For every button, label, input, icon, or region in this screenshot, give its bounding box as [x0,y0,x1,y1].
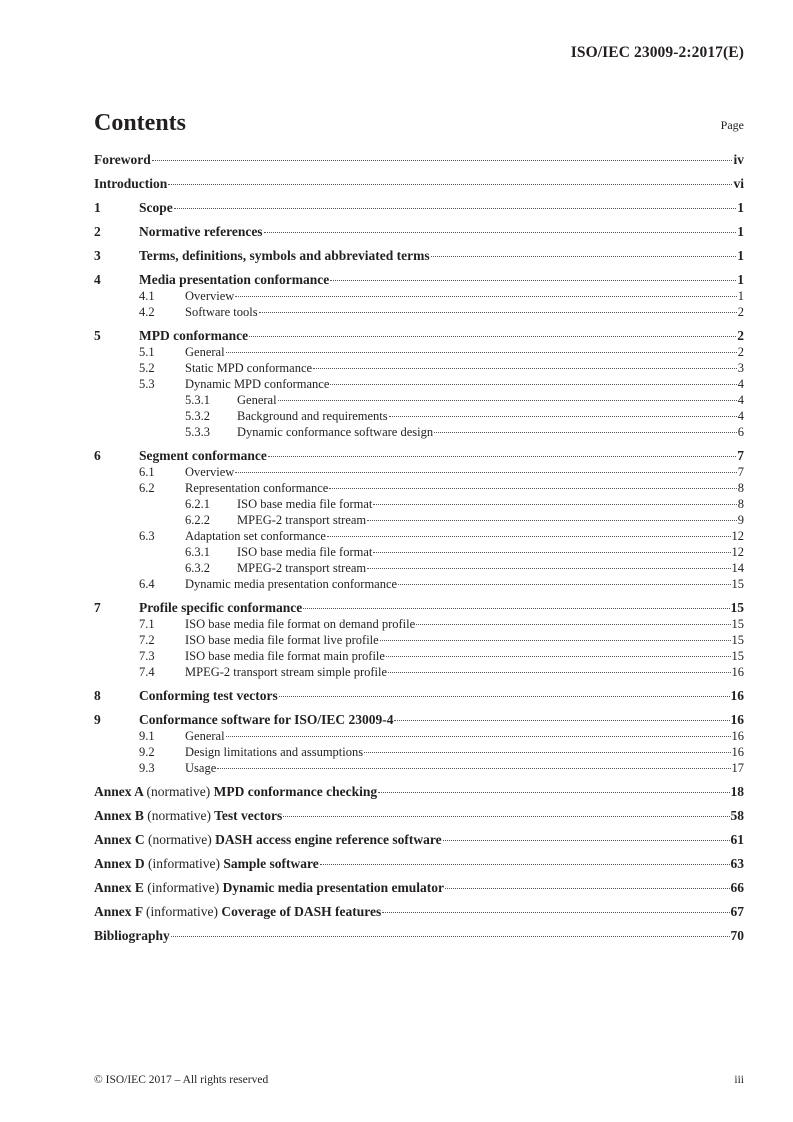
section-number: 4 [94,272,101,287]
toc-entry[interactable] [94,512,744,528]
entry-title-text: Dynamic media presentation emulator [222,880,444,895]
section-number: 8 [94,688,101,703]
dot-leader [330,384,736,385]
toc-entry[interactable] [94,176,744,192]
dot-leader [373,552,730,553]
section-number: 4.1 [139,289,155,303]
section-number: 9.1 [139,729,155,743]
toc-entry[interactable] [94,496,744,512]
entry-title [185,464,234,480]
entry-title [185,288,234,304]
entry-title-text: ISO base media file format main profile [185,649,385,663]
entry-page-number: 2 [737,328,744,343]
entry-title [185,304,258,320]
entry-title [185,376,329,392]
entry-title-text: Media presentation conformance [139,272,330,287]
toc-entry[interactable] [94,616,744,632]
annex-label: Annex E [94,880,144,895]
toc-entry[interactable] [94,424,744,440]
entry-page-number: 7 [737,465,744,479]
entry-title-text: Dynamic conformance software design [237,425,434,439]
entry-title-text: Sample software [223,856,319,871]
dot-leader [152,160,733,161]
entry-page-number: 16 [731,729,744,743]
entry-page-number: 67 [730,904,744,919]
dot-leader [279,696,730,697]
entry-page-number: 1 [737,272,744,287]
section-number: 6.3.1 [185,545,210,559]
entry-title-text: Design limitations and assumptions [185,745,364,759]
entry-title [94,808,282,824]
entry-title [185,344,225,360]
entry-title [139,688,278,704]
entry-title-text: ISO base media file format [237,497,373,511]
section-number: 6.2 [139,481,155,495]
toc-entry[interactable] [94,832,744,848]
toc-entry[interactable] [94,544,744,560]
toc-entry[interactable] [94,600,744,616]
dot-leader [386,656,731,657]
contents-heading: Contents [94,110,187,136]
toc-entry[interactable] [94,664,744,680]
section-number: 5.2 [139,361,155,375]
entry-title-text: Dynamic MPD conformance [185,377,330,391]
toc-entry[interactable] [94,480,744,496]
toc-entry[interactable] [94,632,744,648]
entry-title [185,616,415,632]
toc-entry[interactable] [94,648,744,664]
dot-leader [226,352,737,353]
section-number: 7.2 [139,633,155,647]
dot-leader [330,280,736,281]
entry-title [139,448,267,464]
entry-title [139,328,248,344]
entry-page-number: 1 [737,248,744,263]
section-number: 6.1 [139,465,155,479]
entry-page-number: 15 [731,649,744,663]
section-number: 4.2 [139,305,155,319]
toc-entry[interactable] [94,376,744,392]
entry-page-number: 58 [730,808,744,823]
entry-title [237,496,372,512]
section-number: 6.3 [139,529,155,543]
toc-entry[interactable] [94,360,744,376]
entry-title [139,272,329,288]
annex-label: Annex A [94,784,144,799]
dot-leader [320,864,730,865]
toc-entry[interactable] [94,712,744,728]
section-number: 6.4 [139,577,155,591]
page-column-label: Page [720,118,744,132]
toc-entry[interactable] [94,528,744,544]
entry-title-text: Segment conformance [139,448,267,463]
entry-title [94,176,167,192]
entry-title-text: Overview [185,465,235,479]
toc-entry[interactable] [94,392,744,408]
entry-title-text: MPEG-2 transport stream simple profile [185,665,388,679]
toc-entry[interactable] [94,272,744,288]
toc-entry[interactable] [94,784,744,800]
annex-label: Annex C [94,832,145,847]
entry-title-text: Bibliography [94,928,170,943]
entry-page-number: 15 [731,633,744,647]
entry-page-number: 15 [731,617,744,631]
dot-leader [388,672,730,673]
dot-leader [174,208,737,209]
entry-title-text: General [185,729,225,743]
entry-title-text: Test vectors [214,808,283,823]
entry-page-number: 66 [730,880,744,895]
dot-leader [235,472,736,473]
entry-title [94,832,442,848]
dot-leader [367,520,737,521]
entry-title-text: Dynamic media presentation conformance [185,577,398,591]
entry-title [237,392,277,408]
entry-page-number: 1 [737,289,744,303]
entry-page-number: 15 [730,600,744,615]
annex-kind: (informative) [147,880,220,895]
dot-leader [235,296,736,297]
entry-title-text: Foreword [94,152,151,167]
entry-page-number: 16 [731,745,744,759]
toc-entry[interactable] [94,808,744,824]
section-number: 7.1 [139,617,155,631]
entry-title-text: Usage [185,761,217,775]
entry-title-text: DASH access engine reference software [215,832,442,847]
entry-page-number: 4 [737,377,744,391]
entry-title-text: Introduction [94,176,168,191]
entry-page-number: 16 [730,688,744,703]
entry-title [94,880,444,896]
toc-entry[interactable] [94,288,744,304]
entry-title [139,712,393,728]
section-number: 5.3 [139,377,155,391]
section-number: 5.1 [139,345,155,359]
entry-title-text: Software tools [185,305,258,319]
section-number: 1 [94,200,101,215]
entry-page-number: 1 [737,200,744,215]
section-number: 5.3.1 [185,393,210,407]
entry-title-text: ISO base media file format [237,545,373,559]
entry-page-number: 14 [731,561,744,575]
section-number: 6.3.2 [185,561,210,575]
section-number: 7.4 [139,665,155,679]
section-number: 9 [94,712,101,727]
toc-entry[interactable] [94,728,744,744]
entry-title-text: Static MPD conformance [185,361,313,375]
entry-title-text: Conforming test vectors [139,688,278,703]
entry-title [94,904,381,920]
dot-leader [416,624,730,625]
entry-title-text: Conformance software for ISO/IEC 23009-4 [139,712,394,727]
entry-title [237,512,366,528]
toc-entry[interactable] [94,248,744,264]
entry-page-number: 3 [737,361,744,375]
dot-leader [283,816,729,817]
entry-title-text: MPEG-2 transport stream [237,561,367,575]
annex-label: Annex D [94,856,145,871]
entry-title [185,528,326,544]
section-number: 5.3.3 [185,425,210,439]
document-code: ISO/IEC 23009-2:2017(E) [570,44,744,61]
entry-page-number: 2 [737,345,744,359]
entry-page-number: 18 [730,784,744,799]
entry-title-text: Terms, definitions, symbols and abbreviated terms [139,248,430,263]
entry-page-number: 17 [731,761,744,775]
section-number: 6.2.1 [185,497,210,511]
entry-title [185,664,387,680]
entry-title [139,600,302,616]
entry-title-text: MPEG-2 transport stream [237,513,367,527]
dot-leader [226,736,731,737]
entry-title-text: ISO base media file format on demand profile [185,617,416,631]
entry-title [139,224,263,240]
entry-title-text: ISO base media file format live profile [185,633,379,647]
toc-entry[interactable] [94,200,744,216]
dot-leader [367,568,730,569]
entry-title-text: MPD conformance checking [213,784,378,799]
entry-page-number: 9 [737,513,744,527]
entry-title-text: Coverage of DASH features [221,904,382,919]
entry-title [237,424,433,440]
copyright-notice: © ISO/IEC 2017 – All rights reserved [94,1074,269,1086]
entry-page-number: 12 [731,529,744,543]
entry-page-number: 15 [731,577,744,591]
entry-page-number: 4 [737,409,744,423]
section-number: 9.2 [139,745,155,759]
section-number: 5 [94,328,101,343]
toc-entry[interactable] [94,224,744,240]
section-number: 2 [94,224,101,239]
dot-leader [259,312,737,313]
dot-leader [171,936,730,937]
dot-leader [389,416,737,417]
section-number: 6 [94,448,101,463]
entry-page-number: 7 [737,448,744,463]
annex-label: Annex B [94,808,144,823]
dot-leader [378,792,729,793]
entry-page-number: 16 [731,665,744,679]
entry-page-number: 1 [737,224,744,239]
toc-entry[interactable] [94,328,744,344]
section-number: 5.3.2 [185,409,210,423]
entry-title [185,760,216,776]
toc-entry[interactable] [94,928,744,944]
annex-kind: (normative) [147,808,211,823]
annex-kind: (normative) [148,832,212,847]
toc-entry[interactable] [94,744,744,760]
entry-title [94,784,377,800]
entry-title-text: Profile specific conformance [139,600,303,615]
annex-kind: (informative) [146,904,218,919]
toc-entry[interactable] [94,408,744,424]
entry-title [94,856,319,872]
dot-leader [394,720,729,721]
toc-entry[interactable] [94,560,744,576]
section-number: 3 [94,248,101,263]
entry-title [94,152,151,168]
dot-leader [313,368,737,369]
entry-title-text: Scope [139,200,173,215]
entry-page-number: 4 [737,393,744,407]
toc-entry[interactable] [94,464,744,480]
entry-title [237,560,366,576]
entry-title-text: Overview [185,289,235,303]
entry-title-text: Representation conformance [185,481,329,495]
toc-entry[interactable] [94,904,744,920]
section-number: 7.3 [139,649,155,663]
entry-page-number: 70 [730,928,744,943]
entry-title [139,200,173,216]
toc-entry[interactable] [94,576,744,592]
entry-title [185,576,397,592]
page-number: iii [734,1074,744,1086]
entry-page-number: iv [733,152,744,167]
entry-page-number: 16 [730,712,744,727]
section-number: 9.3 [139,761,155,775]
dot-leader [364,752,730,753]
toc-entry[interactable] [94,688,744,704]
entry-page-number: 61 [730,832,744,847]
entry-title [237,408,388,424]
entry-page-number: 12 [731,545,744,559]
toc-entry[interactable] [94,152,744,168]
entry-title-text: Adaptation set conformance [185,529,326,543]
dot-leader [431,256,737,257]
entry-title [185,744,363,760]
section-number: 7 [94,600,101,615]
entry-title [139,248,430,264]
entry-title [185,648,385,664]
dot-leader [327,536,731,537]
dot-leader [382,912,729,913]
table-of-contents [94,152,744,944]
entry-title [185,632,379,648]
dot-leader [303,608,729,609]
dot-leader [445,888,730,889]
annex-kind: (normative) [146,784,211,799]
entry-title [237,544,372,560]
entry-title-text: General [237,393,277,407]
entry-title-text: Background and requirements [237,409,388,423]
toc-entry[interactable] [94,448,744,464]
dot-leader [264,232,737,233]
dot-leader [217,768,730,769]
dot-leader [373,504,736,505]
entry-page-number: 63 [730,856,744,871]
section-number: 6.2.2 [185,513,210,527]
entry-page-number: 2 [737,305,744,319]
toc-entry[interactable] [94,760,744,776]
dot-leader [268,456,736,457]
toc-entry[interactable] [94,856,744,872]
dot-leader [168,184,732,185]
entry-title-text: General [185,345,225,359]
dot-leader [380,640,731,641]
entry-title-text: MPD conformance [139,328,249,343]
dot-leader [278,400,737,401]
entry-title [94,928,170,944]
entry-page-number: 8 [737,497,744,511]
toc-entry[interactable] [94,880,744,896]
toc-entry[interactable] [94,344,744,360]
dot-leader [434,432,737,433]
annex-kind: (informative) [148,856,220,871]
dot-leader [443,840,730,841]
entry-page-number: vi [733,176,744,191]
dot-leader [249,336,736,337]
annex-label: Annex F [94,904,143,919]
entry-page-number: 6 [737,425,744,439]
entry-title [185,360,312,376]
dot-leader [329,488,736,489]
entry-title-text: Normative references [139,224,263,239]
dot-leader [398,584,730,585]
entry-page-number: 8 [737,481,744,495]
entry-title [185,728,225,744]
entry-title [185,480,328,496]
toc-entry[interactable] [94,304,744,320]
